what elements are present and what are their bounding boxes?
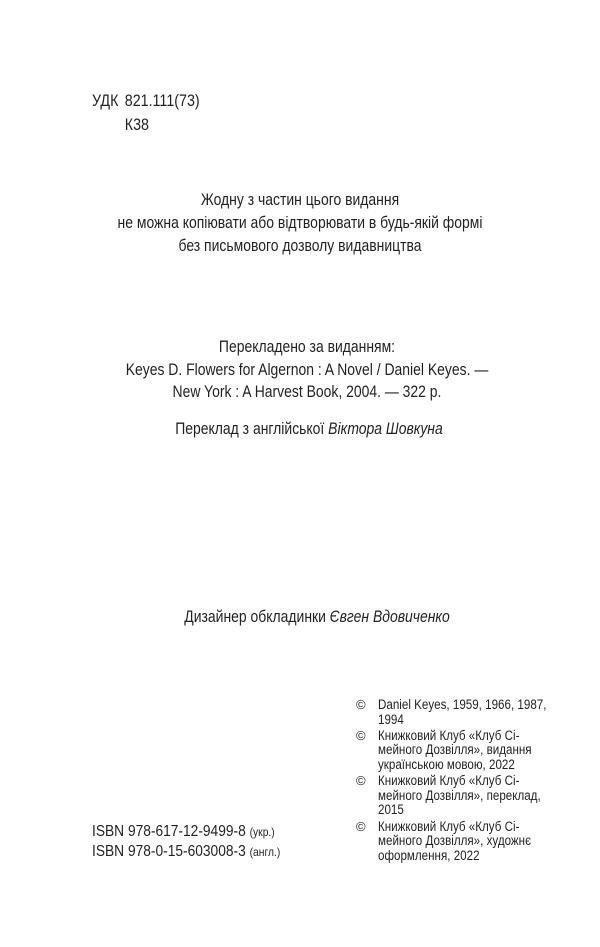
udk-label: УДК (92, 91, 119, 110)
copyright-symbol: © (356, 697, 366, 712)
copyright-line: оформлення, 2022 (378, 847, 480, 863)
notice-line: без письмового дозволу видавництва (178, 236, 422, 255)
copyright-text (378, 820, 556, 864)
copyright-line: українською мовою, 2022 (378, 756, 515, 772)
source-heading: Перекладено за виданням: (218, 337, 396, 356)
author-index-line (92, 113, 260, 137)
copyright-line: Книжковий Клуб «Клуб Сі- (378, 727, 520, 743)
copyright-symbol: © (356, 773, 366, 789)
copyright-entry (356, 698, 556, 727)
copyright-symbol: © (356, 727, 366, 743)
copyright-line: мейного Дозвілля», художнє (378, 833, 532, 849)
isbn-block (92, 822, 352, 862)
copyright-line: Книжковий Клуб «Клуб Сі- (378, 773, 520, 789)
translator-line (70, 417, 547, 440)
copyright-line: мейного Дозвілля», видання (378, 742, 532, 758)
copyright-line: 1994 (378, 711, 404, 727)
copyright-text (378, 774, 567, 818)
isbn-number: ISBN 978-0-15-603008-3 (92, 843, 246, 860)
udk-code: 821.111(73) (124, 91, 200, 110)
isbn-language: (англ.) (249, 845, 281, 859)
copyright-line: Daniel Keyes, 1959, 1966, 1987, (378, 697, 547, 712)
designer-line (85, 605, 549, 628)
notice-line: Жодну з частин цього видання (200, 190, 400, 209)
isbn-language: (укр.) (249, 825, 275, 839)
udk-line (92, 89, 260, 113)
designer-prefix: Дизайнер обкладинки (184, 607, 330, 626)
isbn-number: ISBN 978-617-12-9499-8 (92, 823, 246, 840)
copyright-line: Книжковий Клуб «Клуб Сі- (378, 818, 520, 834)
translator-prefix: Переклад з англійської (175, 419, 329, 438)
source-citation-line: New York : A Harvest Book, 2004. — 322 p. (172, 382, 442, 401)
reproduction-notice (0, 188, 600, 257)
cover-designer-credit (34, 605, 600, 628)
copyright-entry (356, 820, 556, 864)
original-edition-info (14, 336, 600, 404)
copyright-text (378, 729, 557, 773)
author-index: К38 (124, 115, 149, 134)
copyright-text (378, 698, 574, 727)
copyright-line: мейного Дозвілля», переклад, (378, 787, 541, 803)
copyright-notices (356, 698, 556, 865)
translator-name: Віктора Шовкуна (328, 419, 443, 438)
designer-name: Євген Вдовиченко (329, 607, 450, 626)
isbn-line (92, 842, 316, 862)
notice-line: не можна копіювати або відтворювати в будь-якій формі (117, 213, 483, 232)
copyright-symbol: © (356, 818, 366, 834)
source-citation-line: Keyes D. Flowers for Algernon : A Novel / Daniel Keyes. — (125, 359, 489, 379)
udk-block (92, 89, 292, 137)
isbn-line (92, 822, 316, 842)
copyright-line: 2015 (378, 802, 404, 818)
translator-credit (18, 417, 600, 440)
copyright-entry (356, 774, 556, 818)
copyright-entry (356, 729, 556, 773)
